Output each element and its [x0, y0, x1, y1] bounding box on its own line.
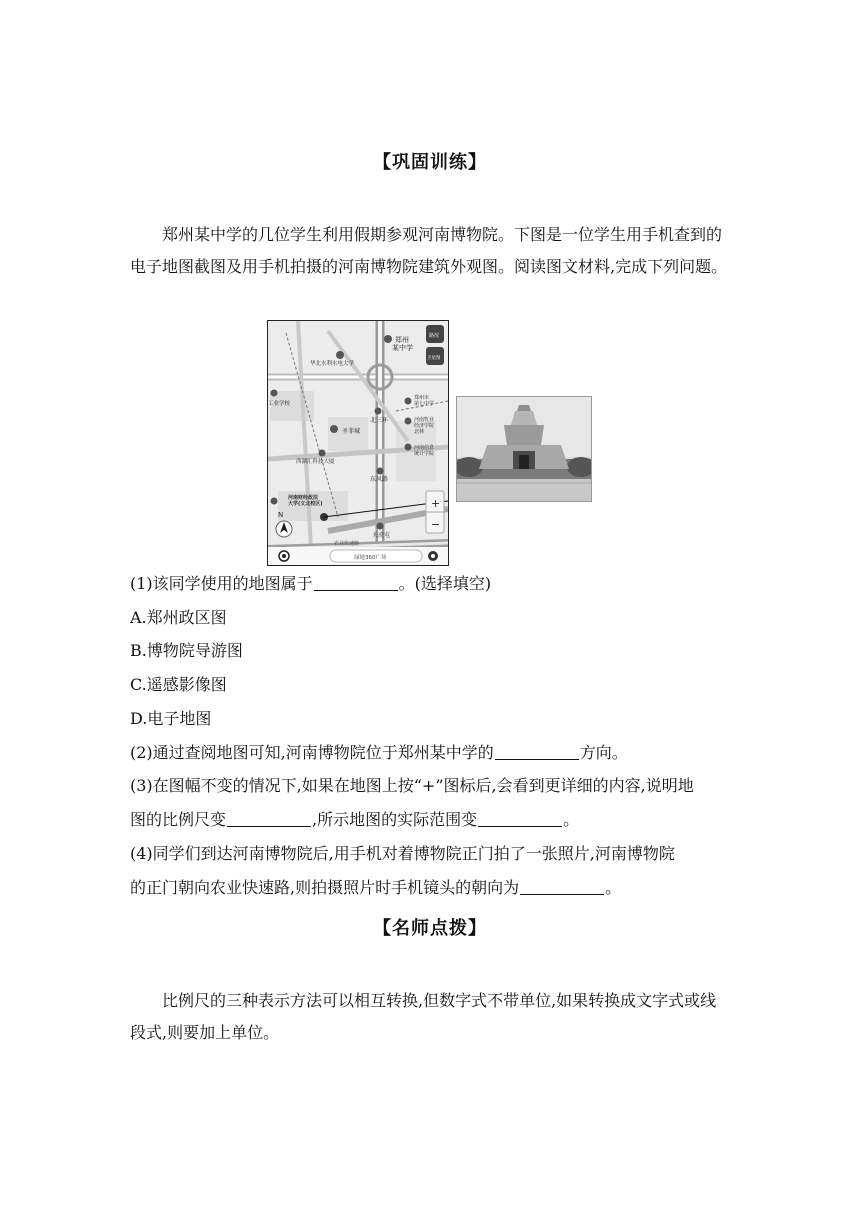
zoom-out-label[interactable]: − [431, 518, 441, 531]
map-label-xihu: 西湖汇科技大厦 [296, 459, 335, 465]
question-4-line-1: (4)同学们到达河南博物院后,用手机对着博物院正门拍了一张照片,河南博物院 [130, 844, 675, 863]
map-label-info: 河南信息统计学院 [414, 445, 435, 457]
intro-paragraph: 郑州某中学的几位学生利用假期参观河南博物院。下图是一位学生用手机查到的电子地图截图及用手机拍摄的河南博物院建筑外观图。阅读图文材料,完成下列问题。 [130, 225, 728, 276]
answer-blank-4[interactable] [520, 878, 604, 895]
map-label-water: 华北水利水电大学 [310, 361, 355, 367]
answer-blank-3b[interactable] [478, 810, 562, 827]
question-1: (1)该同学使用的地图属于 。(选择填空) [130, 574, 492, 593]
option-c: C.遥感影像图 [130, 675, 227, 694]
tip-paragraph: 比例尺的三种表示方法可以相互转换,但数字式不带单位,如果转换成文字式或线段式,则要加上单位。 [130, 991, 717, 1042]
zoom-in-label[interactable]: + [431, 497, 441, 510]
answer-blank-1[interactable] [314, 574, 398, 591]
traffic-label: 路况 [429, 333, 440, 339]
section-title-consolidation: 【巩固训练】 [373, 152, 487, 173]
answer-blank-3a[interactable] [227, 810, 311, 827]
section-title-teacher-tip: 【名师点拨】 [373, 918, 487, 939]
north-label: N [278, 511, 284, 519]
map-label-beisanhuan: 北三环 [370, 417, 389, 424]
map-label-finance: 河南财经政法大学(文北校区) [288, 495, 323, 507]
answer-blank-2[interactable] [495, 743, 579, 760]
map-drawing [268, 321, 448, 565]
map-label-dongfeng: 东风路 [370, 476, 389, 483]
map-label-guanhu: 关虎屯 [372, 532, 391, 539]
school-marker-icon [384, 335, 392, 343]
museum-building-illustration [457, 397, 591, 501]
map-label-guangchang: 绿地360广场 [354, 555, 387, 561]
museum-photo [456, 396, 592, 502]
option-b: B.博物院导游图 [130, 641, 243, 660]
question-3-line-2: 图的比例尺变 ,所示地图的实际范围变 。 [130, 810, 580, 829]
option-a: A.郑州政区图 [130, 608, 227, 627]
question-4-line-2: 的正门朝向农业快速路,则拍摄照片时手机镜头的朝向为 。 [130, 878, 622, 897]
map-label-vocational: 郑州市第七中学 [414, 395, 435, 407]
map-label-school: 郑州某中学 [392, 336, 413, 352]
question-3-line-1: (3)在图幅不变的情况下,如果在地图上按“+”图标后,会看到更详细的内容,说明地 [130, 776, 694, 795]
electronic-map-figure [267, 320, 449, 566]
satellite-label: 卫星图 [427, 356, 441, 361]
question-2: (2)通过查阅地图可知,河南博物院位于郑州某中学的 方向。 [130, 743, 628, 762]
option-d: D.电子地图 [130, 709, 212, 728]
map-label-shengshi: 圣菲城 [342, 428, 361, 435]
map-label-industry: 工业学校 [268, 401, 291, 407]
map-label-bottom-road: 农业快速路 [334, 541, 360, 547]
map-label-agri: 河南牧业经济学院北林 [414, 417, 435, 435]
